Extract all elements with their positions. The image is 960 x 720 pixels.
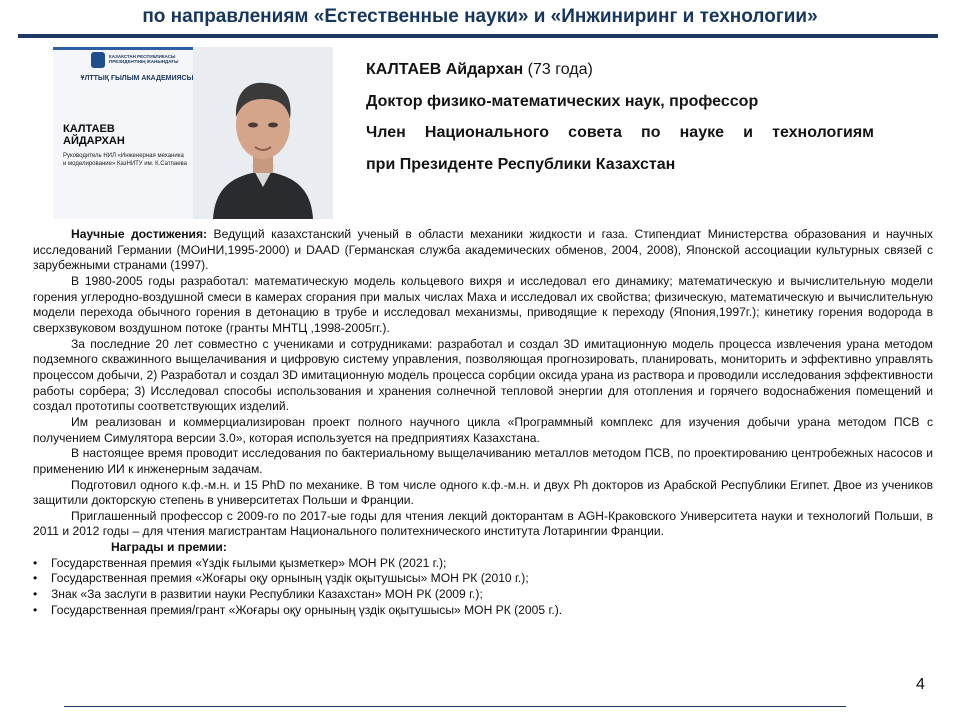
paragraph-2: В 1980-2005 годы разработал: математическую модель кольцевого вихря и исследовал его динамику; математическую и вычислительную модели горения углеродно-воздушной смеси в камерах сгорания при малых числах Маха и исследовал их свойства; физическую, математическую и вычислительную модели перехода обычного горения в детонацию в трубе и исследовал механизмы, приводящие к переходу (Япония,1997г.); кинетику горения водорода в сверхзвуковом воздушном потоке (гранты МНТЦ ,1998-2005гг.). <box>33 273 933 335</box>
card-surname: КАЛТАЕВ <box>63 123 115 135</box>
paragraph-3: За последние 20 лет совместно с учениками и сотрудниками: разработал и создал 3D имитационную модель процесса извлечения урана методом подземного скважинного выщелачивания и цифровую систему управления, позволяющая прогнозировать, планировать, мониторить и эффективно управлять процессом добычи, 2) Разработал и создал 3D имитационную модель процесса сорбции оксида урана из раствора и проводили исследования эффективности работы сорбера; 3) Исследовал способы использования и хранения солнечной тепловой энергии для отопления и горячего водоснабжения помещений и создал прототипы соответствующих изделий. <box>33 336 933 414</box>
bullet-icon: • <box>33 555 38 570</box>
bio-block <box>366 58 936 184</box>
person-age: (73 года) <box>527 61 593 78</box>
page-title: по направлениям «Естественные науки» и «Инжиниринг и технологии» <box>142 6 818 27</box>
achievements-label: Научные достижения: <box>71 227 208 241</box>
person-role-line1: Член Национального совета по науке и технологиям <box>366 124 874 141</box>
person-name: КАЛТАЕВ Айдархан <box>366 61 524 78</box>
paragraph-achievements <box>33 227 933 274</box>
award-item <box>33 556 933 572</box>
academy-name: ҰЛТТЫҚ ҒЫЛЫМ АКАДЕМИЯСЫ <box>80 75 194 82</box>
person-role-line2: при Президенте Республики Казахстан <box>366 155 676 173</box>
paragraph-6: Подготовил одного к.ф.-м.н. и 15 PhD по механике. В том числе одного к.ф.-м.н. и двух Ph докторов из Арабской Республики Египет. Двое из учеников защитили докторскую степень в университетах Польши и Франции. <box>33 477 933 508</box>
award-text: Государственная премия «Үздік ғылыми қызметкер» МОН РК (2021 г.); <box>51 555 447 570</box>
achievements-text <box>33 227 933 618</box>
award-text: Государственная премия «Жоғары оқу орнының үздік оқытушысы» МОН РК (2010 г.); <box>51 571 529 586</box>
bullet-icon: • <box>33 587 38 602</box>
person-degree: Доктор физико-математических наук, профессор <box>366 92 759 110</box>
emblem-caption: КАЗАКСТАН РЕСПУБЛИКАСЫ ПРЕЗИДЕНТІНІҢ ЖАНЫНДАҒЫ <box>109 54 179 64</box>
paragraph-4: Им реализован и коммерциализирован проект полного научного цикла «Программный комплекс для изучения добычи урана методом ПСВ с получением Симулятора версии 3.0», которая используется на предприятиях Казахстана. <box>33 414 933 445</box>
footer-divider <box>64 706 846 707</box>
page-number: 4 <box>916 676 925 693</box>
awards-label: Награды и премии: <box>111 540 227 555</box>
paragraph-7: Приглашенный профессор с 2009-го по 2017-ые годы для чтения лекций докторантам в AGH-Краковского Университета науки и технологий Польши, в 2011 и 2012 годы – для чтения магистрантам Национального политехнического института Лотарингии Франции. <box>33 508 933 539</box>
award-item <box>33 587 933 603</box>
bio-name-line <box>366 58 936 90</box>
card-description: Руководитель НИЛ «Инженерная механика и моделирование» КазНИТУ им. К.Сатпаева <box>63 153 187 167</box>
paragraph-5: В настоящее время проводит исследования по бактериальному выщелачиванию металлов методом ПСВ, по проектированию центробежных насосов и применению ИИ к инженерным задачам. <box>33 446 933 476</box>
card-firstname: АЙДАРХАН <box>63 135 125 147</box>
portrait-photo <box>193 47 333 219</box>
award-item <box>33 571 933 587</box>
bullet-icon: • <box>33 571 38 586</box>
paragraph-1-text: Ведущий казахстанский ученый в области механики жидкости и газа. Стипендиат Министерства образования и научных исследований Германии (МОиНИ,1995-2000) и DAAD (Германская служба академических обменов, 2004, 2008), Японской ассоциации культурных связей с зарубежными странами (1997). <box>33 227 933 273</box>
academy-emblem-icon <box>91 52 105 68</box>
award-text: Знак «За заслуги в развитии науки Республики Казахстан» МОН РК (2009 г.); <box>51 587 483 602</box>
award-item <box>33 603 933 619</box>
award-text: Государственная премия/грант «Жоғары оқу орнының үздік оқытушысы» МОН РК (2005 г.). <box>51 602 563 617</box>
header-divider <box>18 34 938 38</box>
profile-card <box>53 47 333 219</box>
bullet-icon: • <box>33 602 38 617</box>
